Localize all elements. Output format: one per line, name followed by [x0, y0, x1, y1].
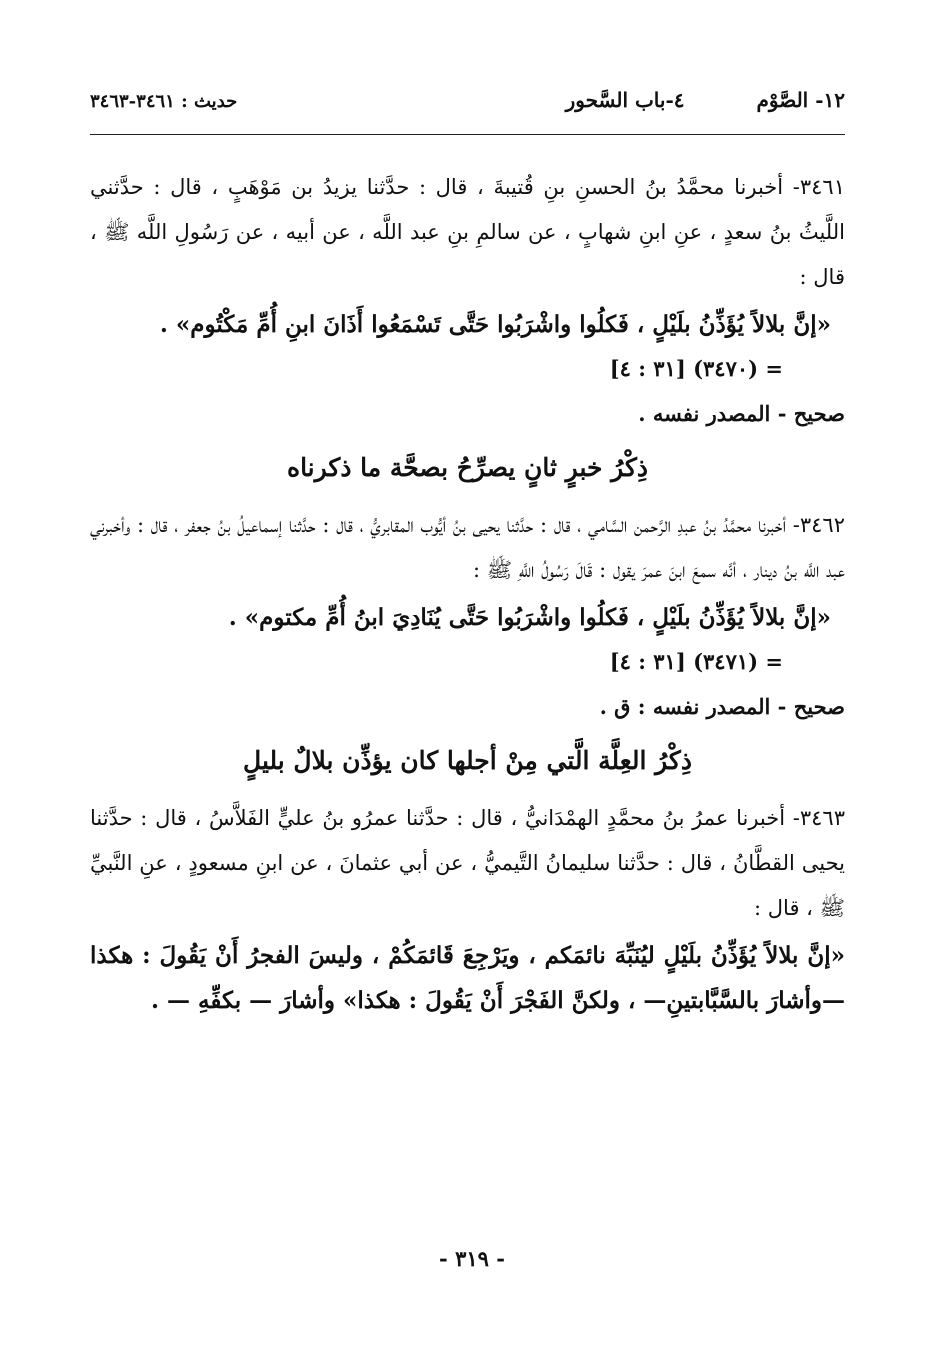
- running-header: [90, 88, 845, 135]
- header-right-group: [566, 88, 845, 112]
- hadith-3462-grading: صحيح - المصدر نفسه : ق .: [599, 694, 845, 719]
- section-heading-reason: ذِكْرُ العِلَّة الَّتي مِنْ أجلها كان يؤذِّن بلالٌ بليلٍ: [243, 746, 692, 775]
- hadith-3461-narration: ٣٤٦١- أخبرنا محمَّدُ بنُ الحسنِ بنِ قُتيبةَ ، قال : حدَّثنا يزيدُ بن مَوْهَبٍ ، قال : حدَّثني اللَّيثُ بنُ سعدٍ ، عنِ ابنِ شهابٍ ، عن سالمِ بنِ عبد اللَّه ، عن أبيه ، عن رَسُولِ اللَّه ﷺ ، قال :: [90, 175, 845, 289]
- header-book-title: ١٢- الصَّوْم: [756, 88, 845, 112]
- hadith-3461-grading: صحيح - المصدر نفسه .: [638, 401, 845, 426]
- page-number: - ٣١٩ -: [439, 1246, 505, 1271]
- hadith-3462-matn: «إنَّ بلالاً يُؤَذِّنُ بلَيْلٍ ، فَكلُوا واشْرَبُوا حَتَّى يُنَادِيَ ابنُ أُمِّ مكتوم» .: [228, 604, 831, 631]
- hadith-3463-narration: ٣٤٦٣- أخبرنا عمرُ بنُ محمَّدٍ الهمْدَانيُّ ، قال : حدَّثنا عمرُو بنُ عليٍّ الفَلاَّسُ ، قال : حدَّثنا يحيى القطَّانُ ، قال : حدَّثنا سليمانُ التَّيميُّ ، عن أبي عثمانَ ، عن ابنِ مسعودٍ ، عنِ النَّبيِّ ﷺ ، قال :: [90, 806, 845, 920]
- hadith-3461-cross-reference: = (٣٤٧٠) [٣١ : ٤]: [609, 356, 783, 381]
- page-body: [90, 165, 845, 1023]
- hadith-3462-narration: ٣٤٦٢- أخبرنا محمَّدُ بنُ عبدِ الرَّحمن السَّامي ، قال : حدَّثنا يحيى بنُ أيُّوب المقابريُّ ، قال : حدَّثنا إسماعيلُ بنُ جعفر ، قال : وأخبرني عبد اللَّه بنُ دينار ، أنَّه سمعَ ابنَ عمرَ يقول : قَالَ رَسُولُ اللَّهِ ﷺ :: [90, 513, 845, 582]
- hadith-3463-matn: «إنَّ بلالاً يُؤَذِّنُ بلَيْلٍ ليُنَبِّهَ نائمَكم ، ويَرْجِعَ قَائمَكُمْ ، وليسَ الفجرُ أَنْ يَقُولَ : هكذا —وأشارَ بالسَّبَّابتينِ— ، ولكنَّ الفَجْرَ أَنْ يَقُولَ : هكذا» وأشارَ — بكفِّهِ — .: [90, 942, 845, 1014]
- section-heading-second-report: ذِكْرُ خبرٍ ثانٍ يصرِّحُ بصحَّة ما ذكرناه: [286, 453, 649, 482]
- book-page: [90, 88, 845, 1023]
- hadith-3461-matn: «إنَّ بلالاً يُؤَذِّنُ بلَيْلٍ ، فَكلُوا واشْرَبُوا حَتَّى تَسْمَعُوا أَذَانَ ابنِ أُمِّ مَكْتُوم» .: [159, 311, 831, 338]
- hadith-3462-cross-reference: = (٣٤٧١) [٣١ : ٤]: [609, 649, 783, 674]
- header-hadith-range: حديث : ٣٤٦١-٣٤٦٣: [90, 91, 238, 112]
- header-chapter-title: ٤-باب السَّحور: [565, 88, 685, 112]
